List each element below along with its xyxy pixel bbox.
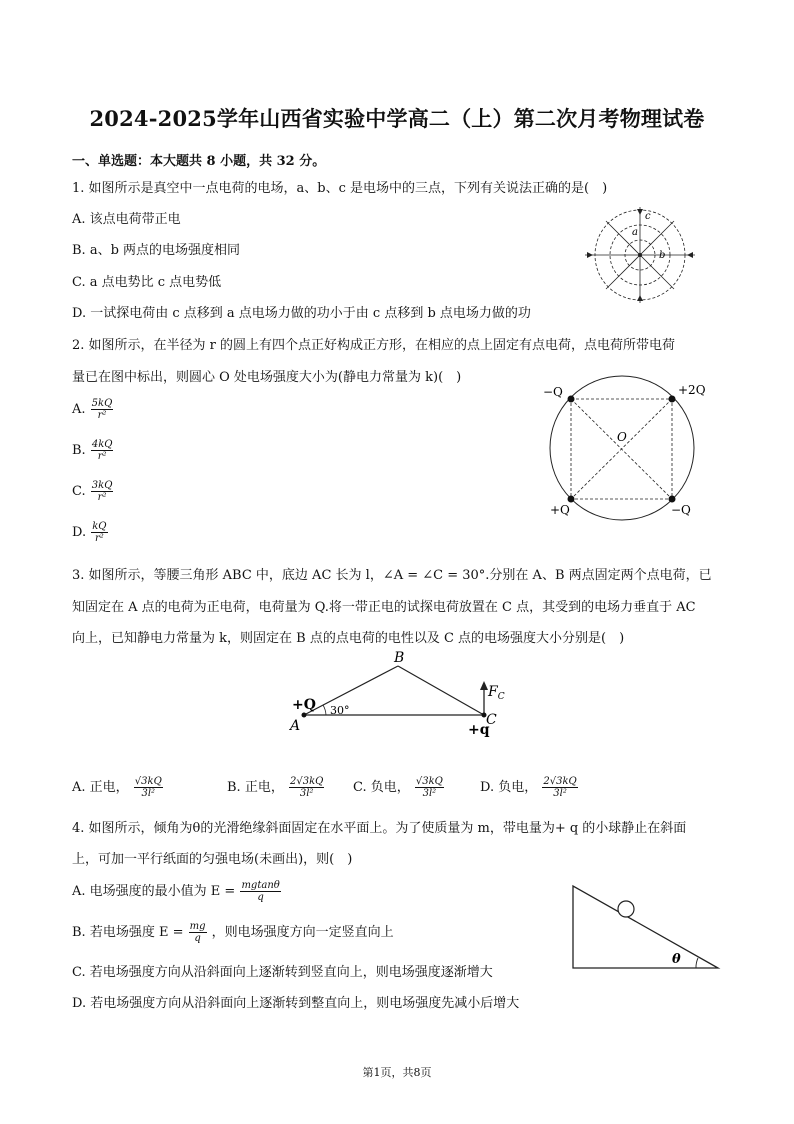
q3-label-b: B bbox=[394, 650, 405, 666]
frac-den: r² bbox=[94, 533, 104, 544]
option-label: A. 电场强度的最小值为 E = bbox=[72, 884, 236, 899]
q3-label-plus-q-small: +q bbox=[468, 722, 490, 738]
q2-option-d bbox=[72, 521, 109, 544]
frac-den: r² bbox=[97, 492, 107, 503]
arrow-icon bbox=[587, 252, 593, 258]
frac-num: √3kQ bbox=[415, 776, 443, 787]
frac-num: 5kQ bbox=[91, 398, 113, 409]
frac-den: 3l² bbox=[299, 788, 314, 799]
frac-num: mg bbox=[189, 921, 206, 932]
arrow-up-icon bbox=[480, 681, 488, 690]
q4-label-theta: θ bbox=[672, 952, 681, 967]
q3-label-a: A bbox=[290, 718, 301, 734]
option-label: D. 负电， bbox=[480, 780, 538, 795]
page-title: 2024-2025学年山西省实验中学高二（上）第二次月考物理试卷 bbox=[89, 106, 705, 131]
ball-icon bbox=[618, 901, 634, 917]
q3-stem-line3: 向上，已知静电力常量为 k，则固定在 B 点的点电荷的电性以及 C 点的电场强度大小分别是( ) bbox=[72, 631, 625, 646]
q1-stem: 1. 如图所示是真空中一点电荷的电场，a、b、c 是电场中的三点，下列有关说法正确的是( ) bbox=[72, 181, 608, 196]
q2-stem-line1: 2. 如图所示，在半径为 r 的圆上有四个点正好构成正方形，在相应的点上固定有点电荷，点电荷所带电荷 bbox=[72, 338, 676, 353]
q1-option-d: D. 一试探电荷由 c 点移到 a 点电场力做的功小于由 c 点移到 b 点电场力做的功 bbox=[72, 306, 531, 321]
q1-option-a: A. 该点电荷带正电 bbox=[72, 212, 181, 227]
frac-den: 3l² bbox=[141, 788, 156, 799]
q2-option-a bbox=[72, 398, 114, 421]
q1-option-b: B. a、b 两点的电场强度相同 bbox=[72, 243, 241, 258]
q2-label-center: O bbox=[617, 430, 627, 444]
q2-label-top-right: +2Q bbox=[678, 383, 706, 397]
q3-option-b bbox=[227, 776, 325, 799]
q2-stem-line2: 量已在图中标出，则圆心 O 处电场强度大小为(静电力常量为 k)( ) bbox=[72, 370, 462, 385]
q2-label-top-left: −Q bbox=[543, 385, 563, 399]
frac-den: 3l² bbox=[553, 788, 567, 799]
q3-option-c bbox=[353, 776, 445, 799]
arrow-icon bbox=[687, 252, 693, 258]
frac-den: q bbox=[257, 892, 264, 903]
option-label: B. bbox=[72, 443, 86, 458]
q4-option-b bbox=[72, 921, 394, 944]
q4-option-a bbox=[72, 880, 282, 903]
frac-den: r² bbox=[97, 410, 107, 421]
frac-num: 4kQ bbox=[91, 439, 113, 450]
frac-num: 3kQ bbox=[91, 480, 113, 491]
q3-option-d bbox=[480, 776, 579, 799]
frac-num: √3kQ bbox=[134, 776, 162, 787]
frac-den: 3l² bbox=[422, 788, 437, 799]
q1-label-b: b bbox=[659, 250, 666, 261]
option-label: B. 若电场强度 E = bbox=[72, 925, 184, 940]
q4-stem-line1: 4. 如图所示，倾角为θ的光滑绝缘斜面固定在水平面上。为了使质量为 m，带电量为+ q 的小球静止在斜面 bbox=[72, 821, 687, 836]
option-label: A. 正电， bbox=[72, 780, 129, 795]
option-suffix: ，则电场强度方向一定竖直向上 bbox=[211, 925, 394, 940]
q1-option-c: C. a 点电势比 c 点电势低 bbox=[72, 275, 222, 290]
arrow-icon bbox=[637, 295, 643, 301]
q3-label-c: C bbox=[486, 712, 497, 728]
q3-stem-line2: 知固定在 A 点的电荷为正电荷，电荷量为 Q.将一带正电的试探电荷放置在 C 点，其受到的电场力垂直于 AC bbox=[72, 600, 696, 615]
option-label: B. 正电， bbox=[227, 780, 284, 795]
frac-num: 2√3kQ bbox=[543, 776, 577, 787]
q4-incline-diagram bbox=[568, 882, 723, 972]
q2-circle-diagram bbox=[538, 375, 718, 525]
option-label: C. 负电， bbox=[353, 780, 410, 795]
force-symbol: F bbox=[488, 684, 498, 700]
option-label: A. bbox=[72, 402, 86, 417]
section-heading: 一、单选题：本大题共 8 小题，共 32 分。 bbox=[72, 154, 326, 169]
q1-field-diagram bbox=[580, 205, 700, 305]
q3-label-plus-q-big: +Q bbox=[292, 697, 316, 713]
arrow-icon bbox=[637, 209, 643, 215]
option-label: D. bbox=[72, 525, 87, 540]
option-label: C. bbox=[72, 484, 86, 499]
q4-option-c: C. 若电场强度方向从沿斜面向上逐渐转到竖直向上，则电场强度逐渐增大 bbox=[72, 965, 493, 980]
q4-stem-line2: 上，可加一平行纸面的匀强电场(未画出)，则( ) bbox=[72, 852, 353, 867]
force-subscript: C bbox=[497, 692, 505, 702]
frac-den: q bbox=[194, 933, 201, 944]
q1-label-a: a bbox=[632, 227, 638, 238]
q3-label-force bbox=[487, 684, 505, 702]
q2-label-bottom-left: +Q bbox=[550, 503, 570, 517]
frac-num: mgtanθ bbox=[241, 880, 280, 891]
q2-label-bottom-right: −Q bbox=[671, 503, 691, 517]
frac-num: 2√3kQ bbox=[289, 776, 324, 787]
q3-stem-line1: 3. 如图所示，等腰三角形 ABC 中，底边 AC 长为 l，∠A = ∠C = 30°.分别在 A、B 两点固定两个点电荷，已 bbox=[72, 568, 712, 583]
q2-option-b bbox=[72, 439, 114, 462]
frac-den: r² bbox=[97, 451, 107, 462]
q3-option-a bbox=[72, 776, 164, 799]
q3-label-angle: 30° bbox=[330, 704, 350, 717]
q2-option-c bbox=[72, 480, 114, 503]
frac-num: kQ bbox=[92, 521, 107, 532]
q1-label-c: c bbox=[645, 211, 651, 222]
q3-triangle-diagram bbox=[288, 648, 518, 740]
page-footer: 第1页，共8页 bbox=[362, 1066, 432, 1079]
q4-option-d: D. 若电场强度方向从沿斜面向上逐渐转到整直向上，则电场强度先减小后增大 bbox=[72, 996, 520, 1011]
